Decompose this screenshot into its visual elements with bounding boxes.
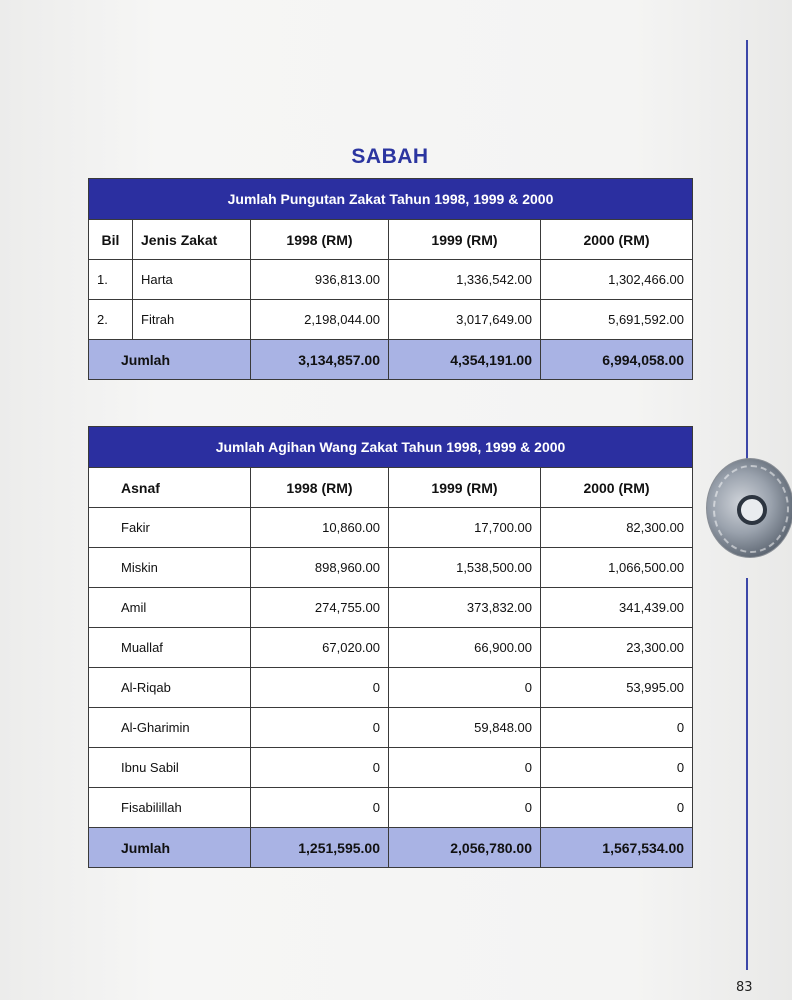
header-asnaf: Asnaf — [89, 468, 251, 508]
total-row — [89, 340, 693, 380]
total-row — [89, 828, 693, 868]
table-row — [89, 548, 693, 588]
cell-2000: 0 — [541, 708, 693, 748]
total-1998: 1,251,595.00 — [251, 828, 389, 868]
page-title: SABAH — [351, 145, 429, 168]
table-row — [89, 300, 693, 340]
table-row — [89, 628, 693, 668]
cell-2000: 23,300.00 — [541, 628, 693, 668]
header-jenis-zakat: Jenis Zakat — [133, 220, 251, 260]
table-row — [89, 508, 693, 548]
distribution-table — [88, 426, 693, 868]
cell-asnaf: Muallaf — [89, 628, 251, 668]
cell-jenis: Fitrah — [133, 300, 251, 340]
disc-emblem-icon — [706, 458, 792, 558]
cell-1999: 1,538,500.00 — [389, 548, 541, 588]
cell-1999: 0 — [389, 668, 541, 708]
cell-asnaf: Al-Riqab — [89, 668, 251, 708]
cell-1999: 1,336,542.00 — [389, 260, 541, 300]
cell-2000: 1,066,500.00 — [541, 548, 693, 588]
cell-1998: 0 — [251, 748, 389, 788]
header-bil: Bil — [89, 220, 133, 260]
cell-1998: 0 — [251, 708, 389, 748]
cell-1998: 936,813.00 — [251, 260, 389, 300]
cell-1998: 0 — [251, 668, 389, 708]
cell-asnaf: Fisabilillah — [89, 788, 251, 828]
cell-asnaf: Miskin — [89, 548, 251, 588]
cell-1999: 0 — [389, 748, 541, 788]
total-1999: 4,354,191.00 — [389, 340, 541, 380]
cell-2000: 0 — [541, 788, 693, 828]
cell-1998: 274,755.00 — [251, 588, 389, 628]
cell-asnaf: Amil — [89, 588, 251, 628]
cell-1999: 17,700.00 — [389, 508, 541, 548]
margin-rule-top — [746, 40, 748, 460]
header-1999: 1999 (RM) — [389, 220, 541, 260]
cell-2000: 341,439.00 — [541, 588, 693, 628]
cell-1999: 373,832.00 — [389, 588, 541, 628]
table-header-row — [89, 468, 693, 508]
collection-table — [88, 178, 693, 380]
cell-1999: 3,017,649.00 — [389, 300, 541, 340]
header-1998: 1998 (RM) — [251, 468, 389, 508]
cell-1998: 2,198,044.00 — [251, 300, 389, 340]
cell-1998: 898,960.00 — [251, 548, 389, 588]
cell-1999: 0 — [389, 788, 541, 828]
cell-2000: 53,995.00 — [541, 668, 693, 708]
header-2000: 2000 (RM) — [541, 220, 693, 260]
cell-1998: 0 — [251, 788, 389, 828]
page-number: 83 — [736, 980, 753, 995]
header-2000: 2000 (RM) — [541, 468, 693, 508]
disc-hole — [737, 495, 767, 525]
cell-asnaf: Al-Gharimin — [89, 708, 251, 748]
table-caption-row — [89, 179, 693, 220]
cell-asnaf: Fakir — [89, 508, 251, 548]
total-1998: 3,134,857.00 — [251, 340, 389, 380]
margin-rule-bottom — [746, 578, 748, 970]
cell-1999: 66,900.00 — [389, 628, 541, 668]
table-header-row — [89, 220, 693, 260]
total-1999: 2,056,780.00 — [389, 828, 541, 868]
cell-bil: 2. — [89, 300, 133, 340]
table-row — [89, 788, 693, 828]
cell-asnaf: Ibnu Sabil — [89, 748, 251, 788]
cell-2000: 5,691,592.00 — [541, 300, 693, 340]
table-row — [89, 708, 693, 748]
table-row — [89, 260, 693, 300]
cell-2000: 82,300.00 — [541, 508, 693, 548]
cell-2000: 0 — [541, 748, 693, 788]
total-2000: 6,994,058.00 — [541, 340, 693, 380]
total-label: Jumlah — [89, 340, 251, 380]
table-row — [89, 668, 693, 708]
cell-2000: 1,302,466.00 — [541, 260, 693, 300]
total-2000: 1,567,534.00 — [541, 828, 693, 868]
cell-bil: 1. — [89, 260, 133, 300]
cell-jenis: Harta — [133, 260, 251, 300]
table-row — [89, 748, 693, 788]
cell-1998: 10,860.00 — [251, 508, 389, 548]
collection-table-caption: Jumlah Pungutan Zakat Tahun 1998, 1999 & 2000 — [89, 179, 693, 220]
cell-1998: 67,020.00 — [251, 628, 389, 668]
header-1998: 1998 (RM) — [251, 220, 389, 260]
cell-1999: 59,848.00 — [389, 708, 541, 748]
distribution-table-caption: Jumlah Agihan Wang Zakat Tahun 1998, 1999 & 2000 — [89, 427, 693, 468]
header-1999: 1999 (RM) — [389, 468, 541, 508]
table-row — [89, 588, 693, 628]
table-caption-row — [89, 427, 693, 468]
total-label: Jumlah — [89, 828, 251, 868]
